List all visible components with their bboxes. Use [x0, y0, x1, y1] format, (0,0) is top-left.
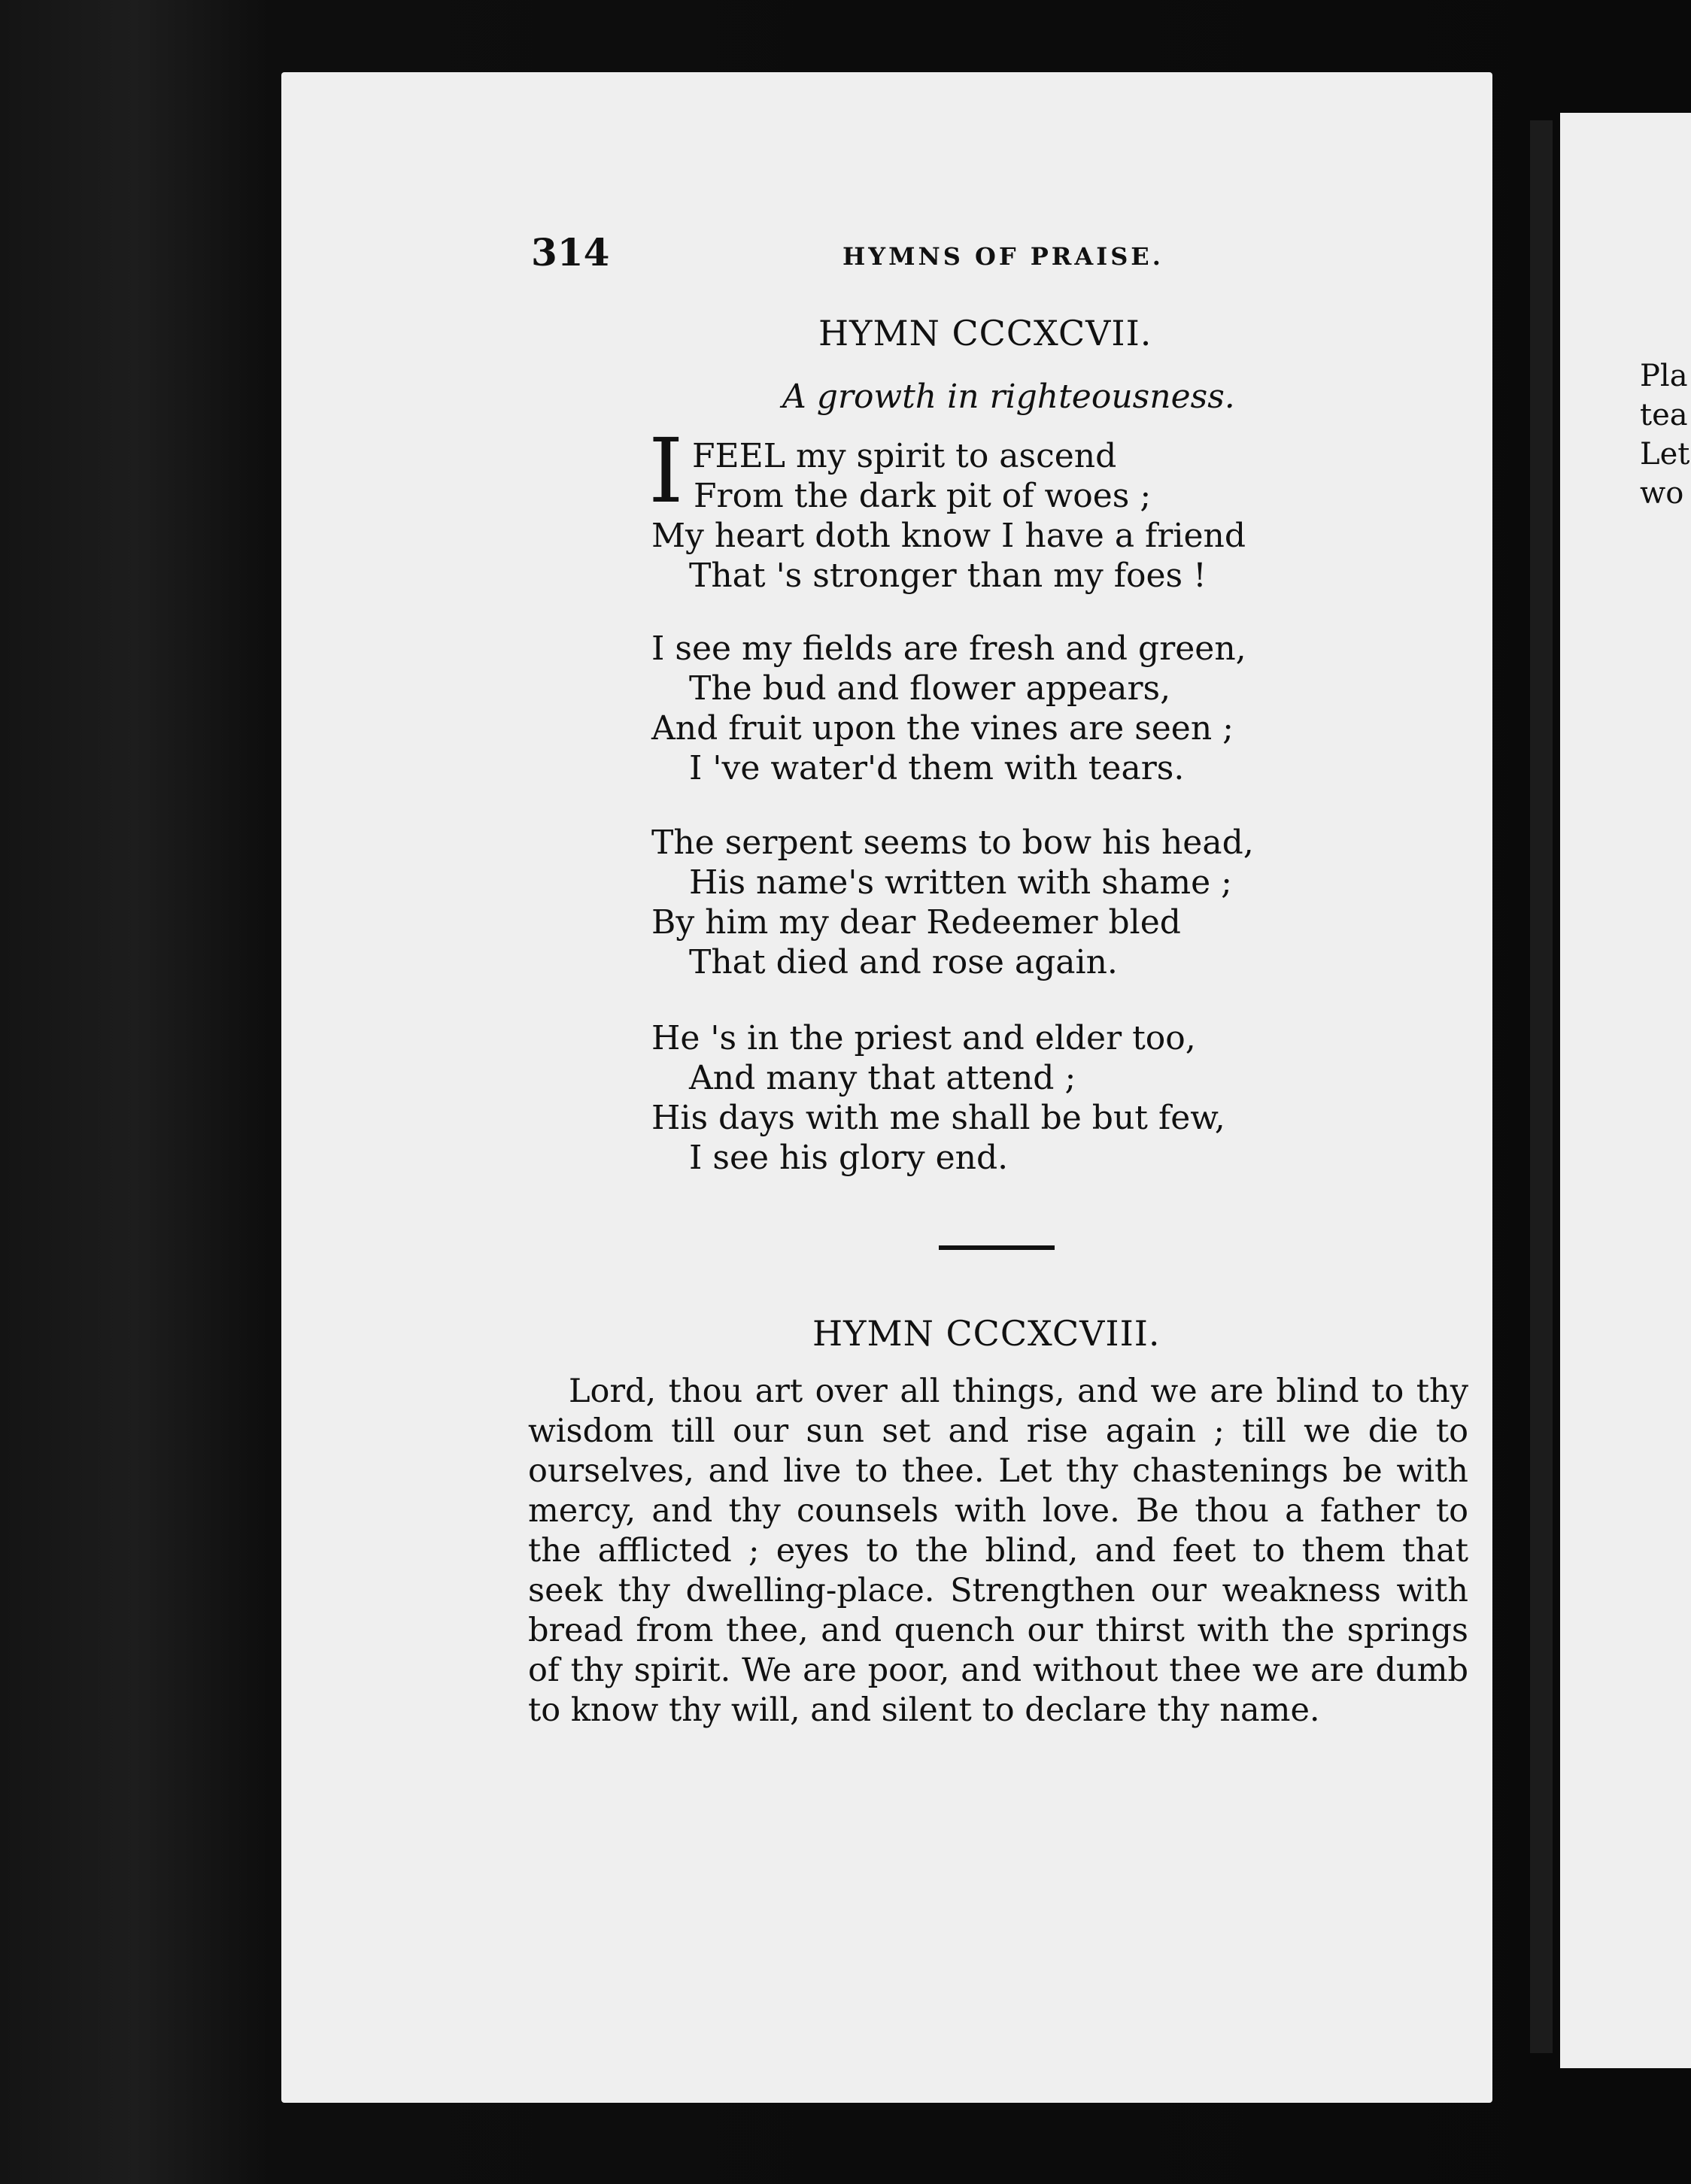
- verse-line: I 've water'd them with tears.: [689, 749, 1185, 787]
- stanza: [651, 1018, 1225, 1178]
- verse-line: That died and rose again.: [689, 943, 1118, 981]
- verse-line: My heart doth know I have a friend: [651, 517, 1246, 555]
- verse-line: That 's stronger than my foes !: [689, 557, 1207, 595]
- facing-page: [1560, 113, 1691, 2068]
- verse-line: He 's in the priest and elder too,: [651, 1019, 1196, 1057]
- verse-line: His name's written with shame ;: [689, 863, 1232, 902]
- verse-line: And fruit upon the vines are seen ;: [651, 709, 1234, 748]
- facing-page-fragment: wo: [1640, 476, 1684, 511]
- verse-line: And many that attend ;: [689, 1059, 1076, 1097]
- verse-line: His days with me shall be but few,: [651, 1099, 1225, 1137]
- facing-page-fragment: Pla: [1640, 359, 1688, 393]
- page-number: 314: [531, 230, 610, 275]
- section-divider: [939, 1245, 1055, 1250]
- running-title: HYMNS OF PRAISE.: [842, 242, 1164, 271]
- hymn-title: HYMN CCCXCVII.: [818, 313, 1152, 353]
- drop-cap: I: [648, 419, 684, 523]
- facing-page-fragment: Let: [1640, 437, 1690, 472]
- prayer-paragraph: Lord, thou art over all things, and we are blind to thy wisdom till our sun set and rise again ; till we die to ourselves, and live to thee. Let thy chastenings be with mercy, and thy counsels with love. Be thou a father to the afflicted ; eyes to the blind, and feet to them that seek thy dwelling-place. Strengthen our weakness with bread from thee, and quench our thirst with the springs of thy spirit. We are poor, and without thee we are dumb to know thy will, and silent to declare thy name.: [528, 1373, 1468, 1729]
- verse-line: From the dark pit of woes ;: [694, 477, 1152, 515]
- verse-line: I see his glory end.: [689, 1139, 1009, 1177]
- verse-line: I see my fields are fresh and green,: [651, 629, 1246, 668]
- verse-line: By him my dear Redeemer bled: [651, 903, 1181, 942]
- verse-line: The serpent seems to bow his head,: [651, 824, 1254, 862]
- verse-line: FEEL my spirit to ascend: [692, 437, 1117, 475]
- page-gutter: [1530, 120, 1553, 2053]
- stanza: [651, 436, 1246, 596]
- stanza: [651, 823, 1254, 982]
- hymn-subtitle: A growth in righteousness.: [782, 378, 1235, 416]
- stanza: [651, 629, 1246, 788]
- hymn-title: HYMN CCCXCVIII.: [812, 1313, 1161, 1354]
- verse-line: The bud and flower appears,: [689, 669, 1171, 708]
- facing-page-fragment: tea: [1640, 398, 1688, 432]
